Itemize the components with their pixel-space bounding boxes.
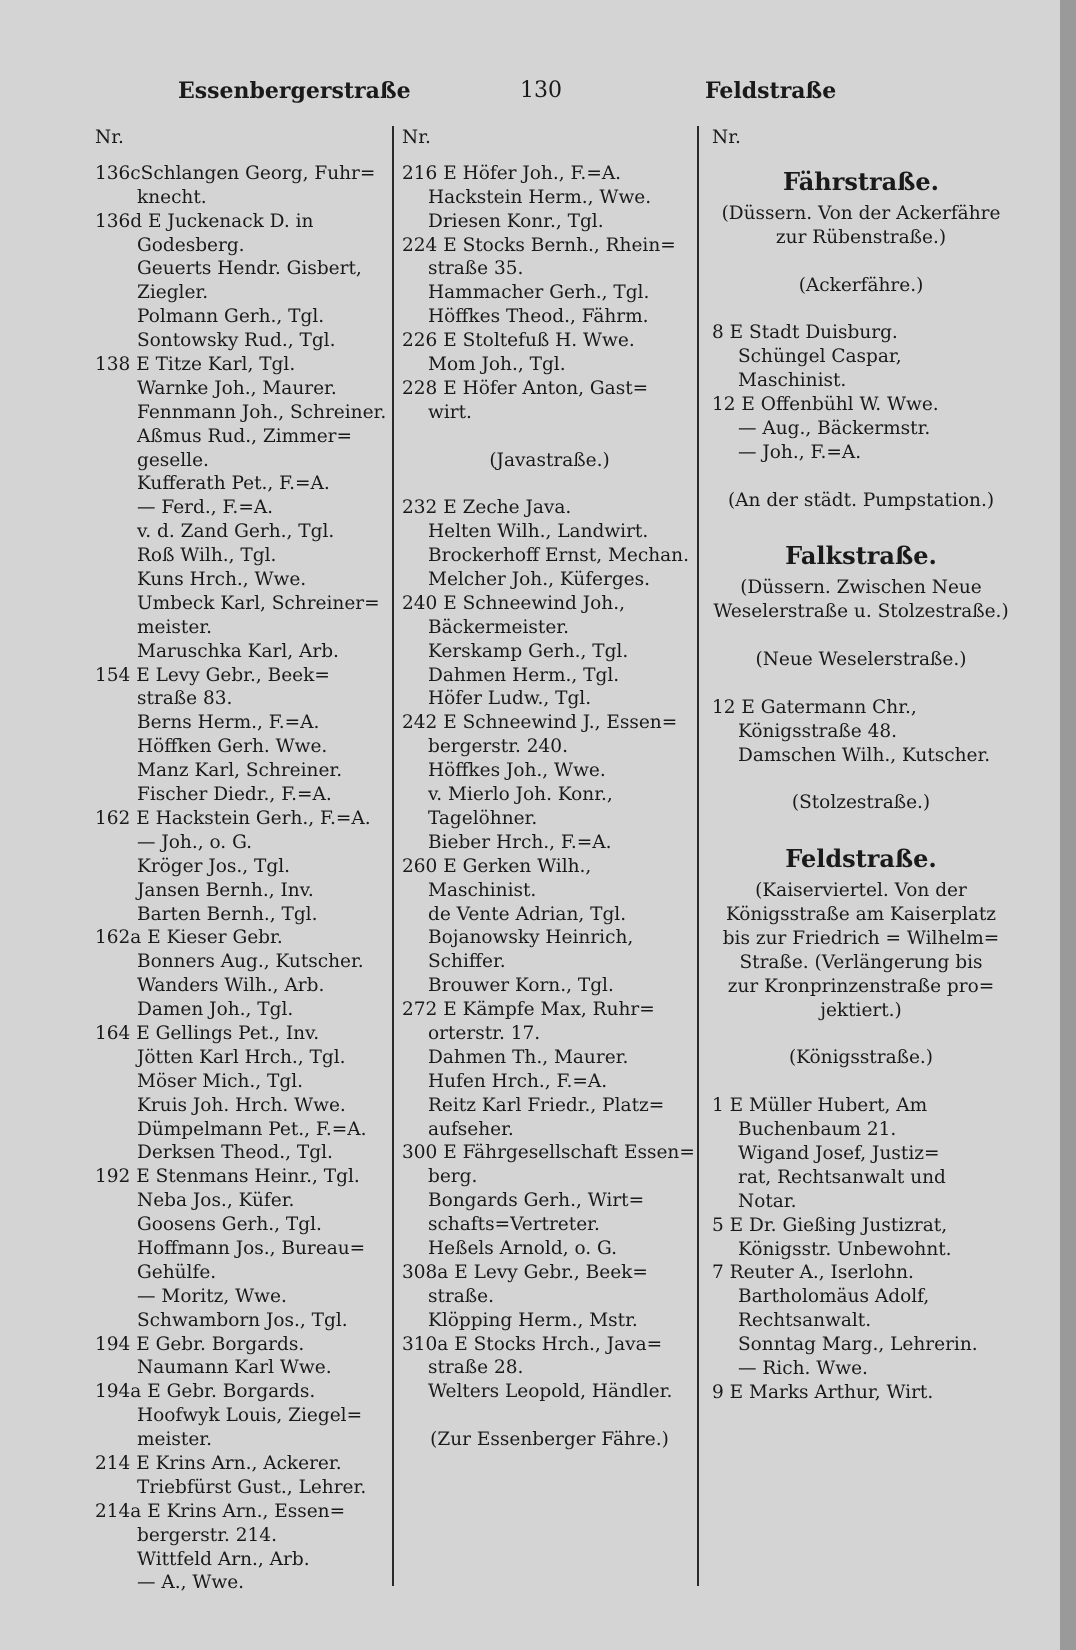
- street-description: (Düssern. Von der Ackerfähre: [721, 202, 1001, 224]
- list-item: Wigand Josef, Justiz=: [738, 1142, 940, 1164]
- list-item: schafts=Vertreter.: [428, 1214, 600, 1236]
- list-item: berg.: [428, 1166, 478, 1188]
- list-item: Neba Jos., Küfer.: [137, 1190, 295, 1212]
- street-description: bis zur Friedrich = Wilhelm=: [722, 927, 1000, 949]
- list-item: Hammacher Gerh., Tgl.: [428, 282, 650, 304]
- list-item: 136d E Juckenack D. in: [95, 210, 314, 232]
- list-item: Kruis Joh. Hrch. Wwe.: [137, 1094, 346, 1116]
- street-description: (Kaiserviertel. Von der: [755, 880, 967, 902]
- list-item: — Rich. Wwe.: [738, 1357, 868, 1379]
- list-item: Driesen Konr., Tgl.: [428, 210, 604, 232]
- list-item: 242 E Schneewind J., Essen=: [402, 712, 678, 734]
- list-item: 138 E Titze Karl, Tgl.: [95, 354, 296, 376]
- header-right-title: Feldstraße: [705, 78, 837, 104]
- list-item: Melcher Joh., Küferges.: [428, 569, 650, 591]
- street-title: Fährstraße.: [782, 166, 940, 196]
- list-item: Gehülfe.: [137, 1261, 217, 1283]
- list-item: Kufferath Pet., F.=A.: [137, 473, 330, 495]
- list-item: Klöpping Herm., Mstr.: [428, 1309, 638, 1331]
- list-item: 240 E Schneewind Joh.,: [402, 592, 625, 614]
- street-description: (Düssern. Zwischen Neue: [740, 577, 982, 599]
- list-item: Bartholomäus Adolf,: [738, 1286, 930, 1308]
- list-item: 5 E Dr. Gießing Justizrat,: [712, 1214, 948, 1236]
- column-1: [95, 126, 390, 1595]
- section-heading: (Stolzestraße.): [791, 792, 931, 814]
- list-item: Aßmus Rud., Zimmer=: [137, 425, 353, 447]
- list-item: straße.: [428, 1285, 494, 1307]
- list-item: geselle.: [137, 449, 209, 471]
- list-item: Dahmen Herm., Tgl.: [428, 664, 620, 686]
- list-item: 194 E Gebr. Borgards.: [95, 1333, 305, 1355]
- list-item: v. d. Zand Gerh., Tgl.: [137, 521, 335, 543]
- list-item: — Aug., Bäckermstr.: [738, 417, 931, 439]
- list-item: Brockerhoff Ernst, Mechan.: [428, 545, 689, 567]
- section-heading: (Ackerfähre.): [798, 274, 924, 296]
- list-item: Reitz Karl Friedr., Platz=: [428, 1094, 665, 1116]
- list-item: Buchenbaum 21.: [738, 1119, 897, 1141]
- street-title: Falkstraße.: [785, 541, 937, 571]
- street-description: zur Rübenstraße.): [775, 226, 947, 248]
- list-item: 162 E Hackstein Gerh., F.=A.: [95, 807, 371, 829]
- list-item: Schiffer.: [428, 951, 506, 973]
- list-item: 12 E Offenbühl W. Wwe.: [712, 394, 939, 416]
- list-item: aufseher.: [428, 1118, 514, 1140]
- list-item: 164 E Gellings Pet., Inv.: [95, 1022, 320, 1044]
- list-item: Heßels Arnold, o. G.: [428, 1237, 618, 1259]
- list-item: Höffken Gerh. Wwe.: [137, 736, 328, 758]
- list-item: Hackstein Herm., Wwe.: [428, 186, 652, 208]
- list-item: Ziegler.: [137, 282, 209, 304]
- list-item: de Vente Adrian, Tgl.: [428, 903, 627, 925]
- list-item: Warnke Joh., Maurer.: [137, 377, 337, 399]
- list-item: orterstr. 17.: [428, 1022, 541, 1044]
- header-left-title: Essenbergerstraße: [178, 78, 411, 104]
- list-item: Höffkes Theod., Fährm.: [428, 306, 649, 328]
- list-item: Helten Wilh., Landwirt.: [428, 521, 649, 543]
- street-description: Weselerstraße u. Stolzestraße.): [713, 601, 1009, 623]
- page-number: 130: [520, 78, 562, 103]
- list-item: Fischer Diedr., F.=A.: [137, 784, 332, 806]
- list-item: meister.: [137, 1429, 212, 1451]
- list-item: Berns Herm., F.=A.: [137, 712, 320, 734]
- list-item: Fennmann Joh., Schreiner.: [137, 401, 387, 423]
- list-item: Welters Leopold, Händler.: [428, 1381, 673, 1403]
- column-3: [712, 126, 1010, 1405]
- list-item: Wittfeld Arn., Arb.: [137, 1548, 310, 1570]
- list-item: 260 E Gerken Wilh.,: [402, 855, 592, 877]
- list-item: Bojanowsky Heinrich,: [428, 927, 634, 949]
- list-item: Maruschka Karl, Arb.: [137, 640, 339, 662]
- list-item: Höfer Ludw., Tgl.: [428, 688, 592, 710]
- list-item: 310a E Stocks Hrch., Java=: [402, 1333, 663, 1355]
- list-item: Bieber Hrch., F.=A.: [428, 831, 612, 853]
- list-item: Goosens Gerh., Tgl.: [137, 1214, 322, 1236]
- list-item: Tagelöhner.: [428, 807, 538, 829]
- list-item: Mom Joh., Tgl.: [428, 354, 566, 376]
- list-item: 194a E Gebr. Borgards.: [95, 1381, 316, 1403]
- list-item: 162a E Kieser Gebr.: [95, 927, 283, 949]
- list-item: rat, Rechtsanwalt und: [738, 1166, 946, 1188]
- list-item: Jötten Karl Hrch., Tgl.: [137, 1046, 346, 1068]
- list-item: 136cSchlangen Georg, Fuhr=: [95, 162, 376, 184]
- street-description: Königsstraße am Kaiserplatz: [725, 904, 997, 926]
- list-item: straße 83.: [137, 688, 233, 710]
- list-item: 8 E Stadt Duisburg.: [712, 322, 898, 344]
- list-item: Barten Bernh., Tgl.: [137, 903, 318, 925]
- list-item: Brouwer Korn., Tgl.: [428, 975, 614, 997]
- list-item: Kuns Hrch., Wwe.: [137, 569, 307, 591]
- list-item: Kröger Jos., Tgl.: [137, 855, 290, 877]
- list-item: Dahmen Th., Maurer.: [428, 1046, 629, 1068]
- list-item: 214a E Krins Arn., Essen=: [95, 1500, 346, 1522]
- list-item: Sontowsky Rud., Tgl.: [137, 330, 336, 352]
- list-item: Höffkes Joh., Wwe.: [428, 760, 606, 782]
- section-heading: (An der städt. Pumpstation.): [727, 489, 995, 511]
- list-item: straße 28.: [428, 1357, 524, 1379]
- list-item: — Moritz, Wwe.: [137, 1285, 287, 1307]
- street-title: Feldstraße.: [785, 844, 937, 874]
- list-item: Königsstraße 48.: [738, 720, 898, 742]
- street-description: jektiert.): [820, 999, 902, 1021]
- street-description: zur Kronprinzenstraße pro=: [727, 975, 995, 997]
- list-item: Jansen Bernh., Inv.: [137, 879, 314, 901]
- list-item: Naumann Karl Wwe.: [137, 1357, 332, 1379]
- list-item: Schüngel Caspar,: [738, 346, 902, 368]
- list-item: — Ferd., F.=A.: [137, 497, 274, 519]
- list-item: 214 E Krins Arn., Ackerer.: [95, 1452, 342, 1474]
- list-item: v. Mierlo Joh. Konr.,: [428, 784, 613, 806]
- list-item: Möser Mich., Tgl.: [137, 1070, 304, 1092]
- list-item: 272 E Kämpfe Max, Ruhr=: [402, 999, 655, 1021]
- list-item: Kerskamp Gerh., Tgl.: [428, 640, 629, 662]
- list-item: Rechtsanwalt.: [738, 1310, 872, 1332]
- list-item: Schwamborn Jos., Tgl.: [137, 1309, 348, 1331]
- list-item: Königsstr. Unbewohnt.: [738, 1238, 952, 1260]
- column-heading: Nr.: [95, 127, 124, 148]
- list-item: 154 E Levy Gebr., Beek=: [95, 664, 330, 686]
- section-heading: (Königsstraße.): [788, 1047, 934, 1069]
- page-edge: [1060, 0, 1076, 1650]
- list-item: 7 Reuter A., Iserlohn.: [712, 1262, 914, 1284]
- list-item: — A., Wwe.: [137, 1572, 245, 1594]
- section-heading: (Neue Weselerstraße.): [755, 649, 967, 671]
- column-heading: Nr.: [402, 127, 431, 148]
- list-item: Godesberg.: [137, 234, 245, 256]
- list-item: Polmann Gerh., Tgl.: [137, 306, 325, 328]
- column-divider: [697, 126, 699, 1586]
- column-divider: [392, 126, 394, 1586]
- list-item: 226 E Stoltefuß H. Wwe.: [402, 330, 635, 352]
- list-item: 192 E Stenmans Heinr., Tgl.: [95, 1166, 360, 1188]
- list-item: 216 E Höfer Joh., F.=A.: [402, 162, 622, 184]
- list-item: wirt.: [428, 401, 472, 423]
- list-item: Triebfürst Gust., Lehrer.: [137, 1476, 367, 1498]
- list-item: — Joh., o. G.: [137, 831, 253, 853]
- list-item: Hufen Hrch., F.=A.: [428, 1070, 608, 1092]
- list-item: Umbeck Karl, Schreiner=: [137, 592, 380, 614]
- list-item: 9 E Marks Arthur, Wirt.: [712, 1381, 934, 1403]
- list-item: Hoofwyk Louis, Ziegel=: [137, 1405, 363, 1427]
- list-item: Geuerts Hendr. Gisbert,: [137, 258, 362, 280]
- list-item: 228 E Höfer Anton, Gast=: [402, 377, 649, 399]
- list-item: Damschen Wilh., Kutscher.: [738, 744, 991, 766]
- list-item: straße 35.: [428, 258, 524, 280]
- list-item: 12 E Gatermann Chr.,: [712, 696, 917, 718]
- list-item: 232 E Zeche Java.: [402, 497, 572, 519]
- list-item: bergerstr. 214.: [137, 1524, 277, 1546]
- list-item: Damen Joh., Tgl.: [137, 999, 294, 1021]
- list-item: Wanders Wilh., Arb.: [137, 975, 325, 997]
- section-heading: (Zur Essenberger Fähre.): [430, 1429, 669, 1451]
- list-item: bergerstr. 240.: [428, 736, 568, 758]
- list-item: Maschinist.: [428, 879, 537, 901]
- section-heading: (Javastraße.): [489, 449, 610, 471]
- list-item: — Joh., F.=A.: [738, 441, 862, 463]
- column-heading: Nr.: [712, 127, 741, 148]
- list-item: Manz Karl, Schreiner.: [137, 760, 343, 782]
- list-item: Derksen Theod., Tgl.: [137, 1142, 333, 1164]
- list-item: Hoffmann Jos., Bureau=: [137, 1237, 366, 1259]
- page-header: [0, 78, 1060, 114]
- list-item: Dümpelmann Pet., F.=A.: [137, 1118, 367, 1140]
- list-item: Bäckermeister.: [428, 616, 569, 638]
- list-item: Maschinist.: [738, 370, 847, 392]
- street-description: Straße. (Verlängerung bis: [739, 951, 983, 973]
- list-item: Roß Wilh., Tgl.: [137, 545, 277, 567]
- list-item: Bonners Aug., Kutscher.: [137, 951, 364, 973]
- list-item: 224 E Stocks Bernh., Rhein=: [402, 234, 676, 256]
- list-item: knecht.: [137, 186, 207, 208]
- list-item: 1 E Müller Hubert, Am: [712, 1095, 928, 1117]
- list-item: Sonntag Marg., Lehrerin.: [738, 1334, 978, 1356]
- list-item: Notar.: [738, 1190, 797, 1212]
- list-item: 300 E Fährgesellschaft Essen=: [402, 1142, 695, 1164]
- list-item: 308a E Levy Gebr., Beek=: [402, 1261, 648, 1283]
- column-2: [402, 126, 697, 1452]
- list-item: meister.: [137, 616, 212, 638]
- list-item: Bongards Gerh., Wirt=: [428, 1190, 645, 1212]
